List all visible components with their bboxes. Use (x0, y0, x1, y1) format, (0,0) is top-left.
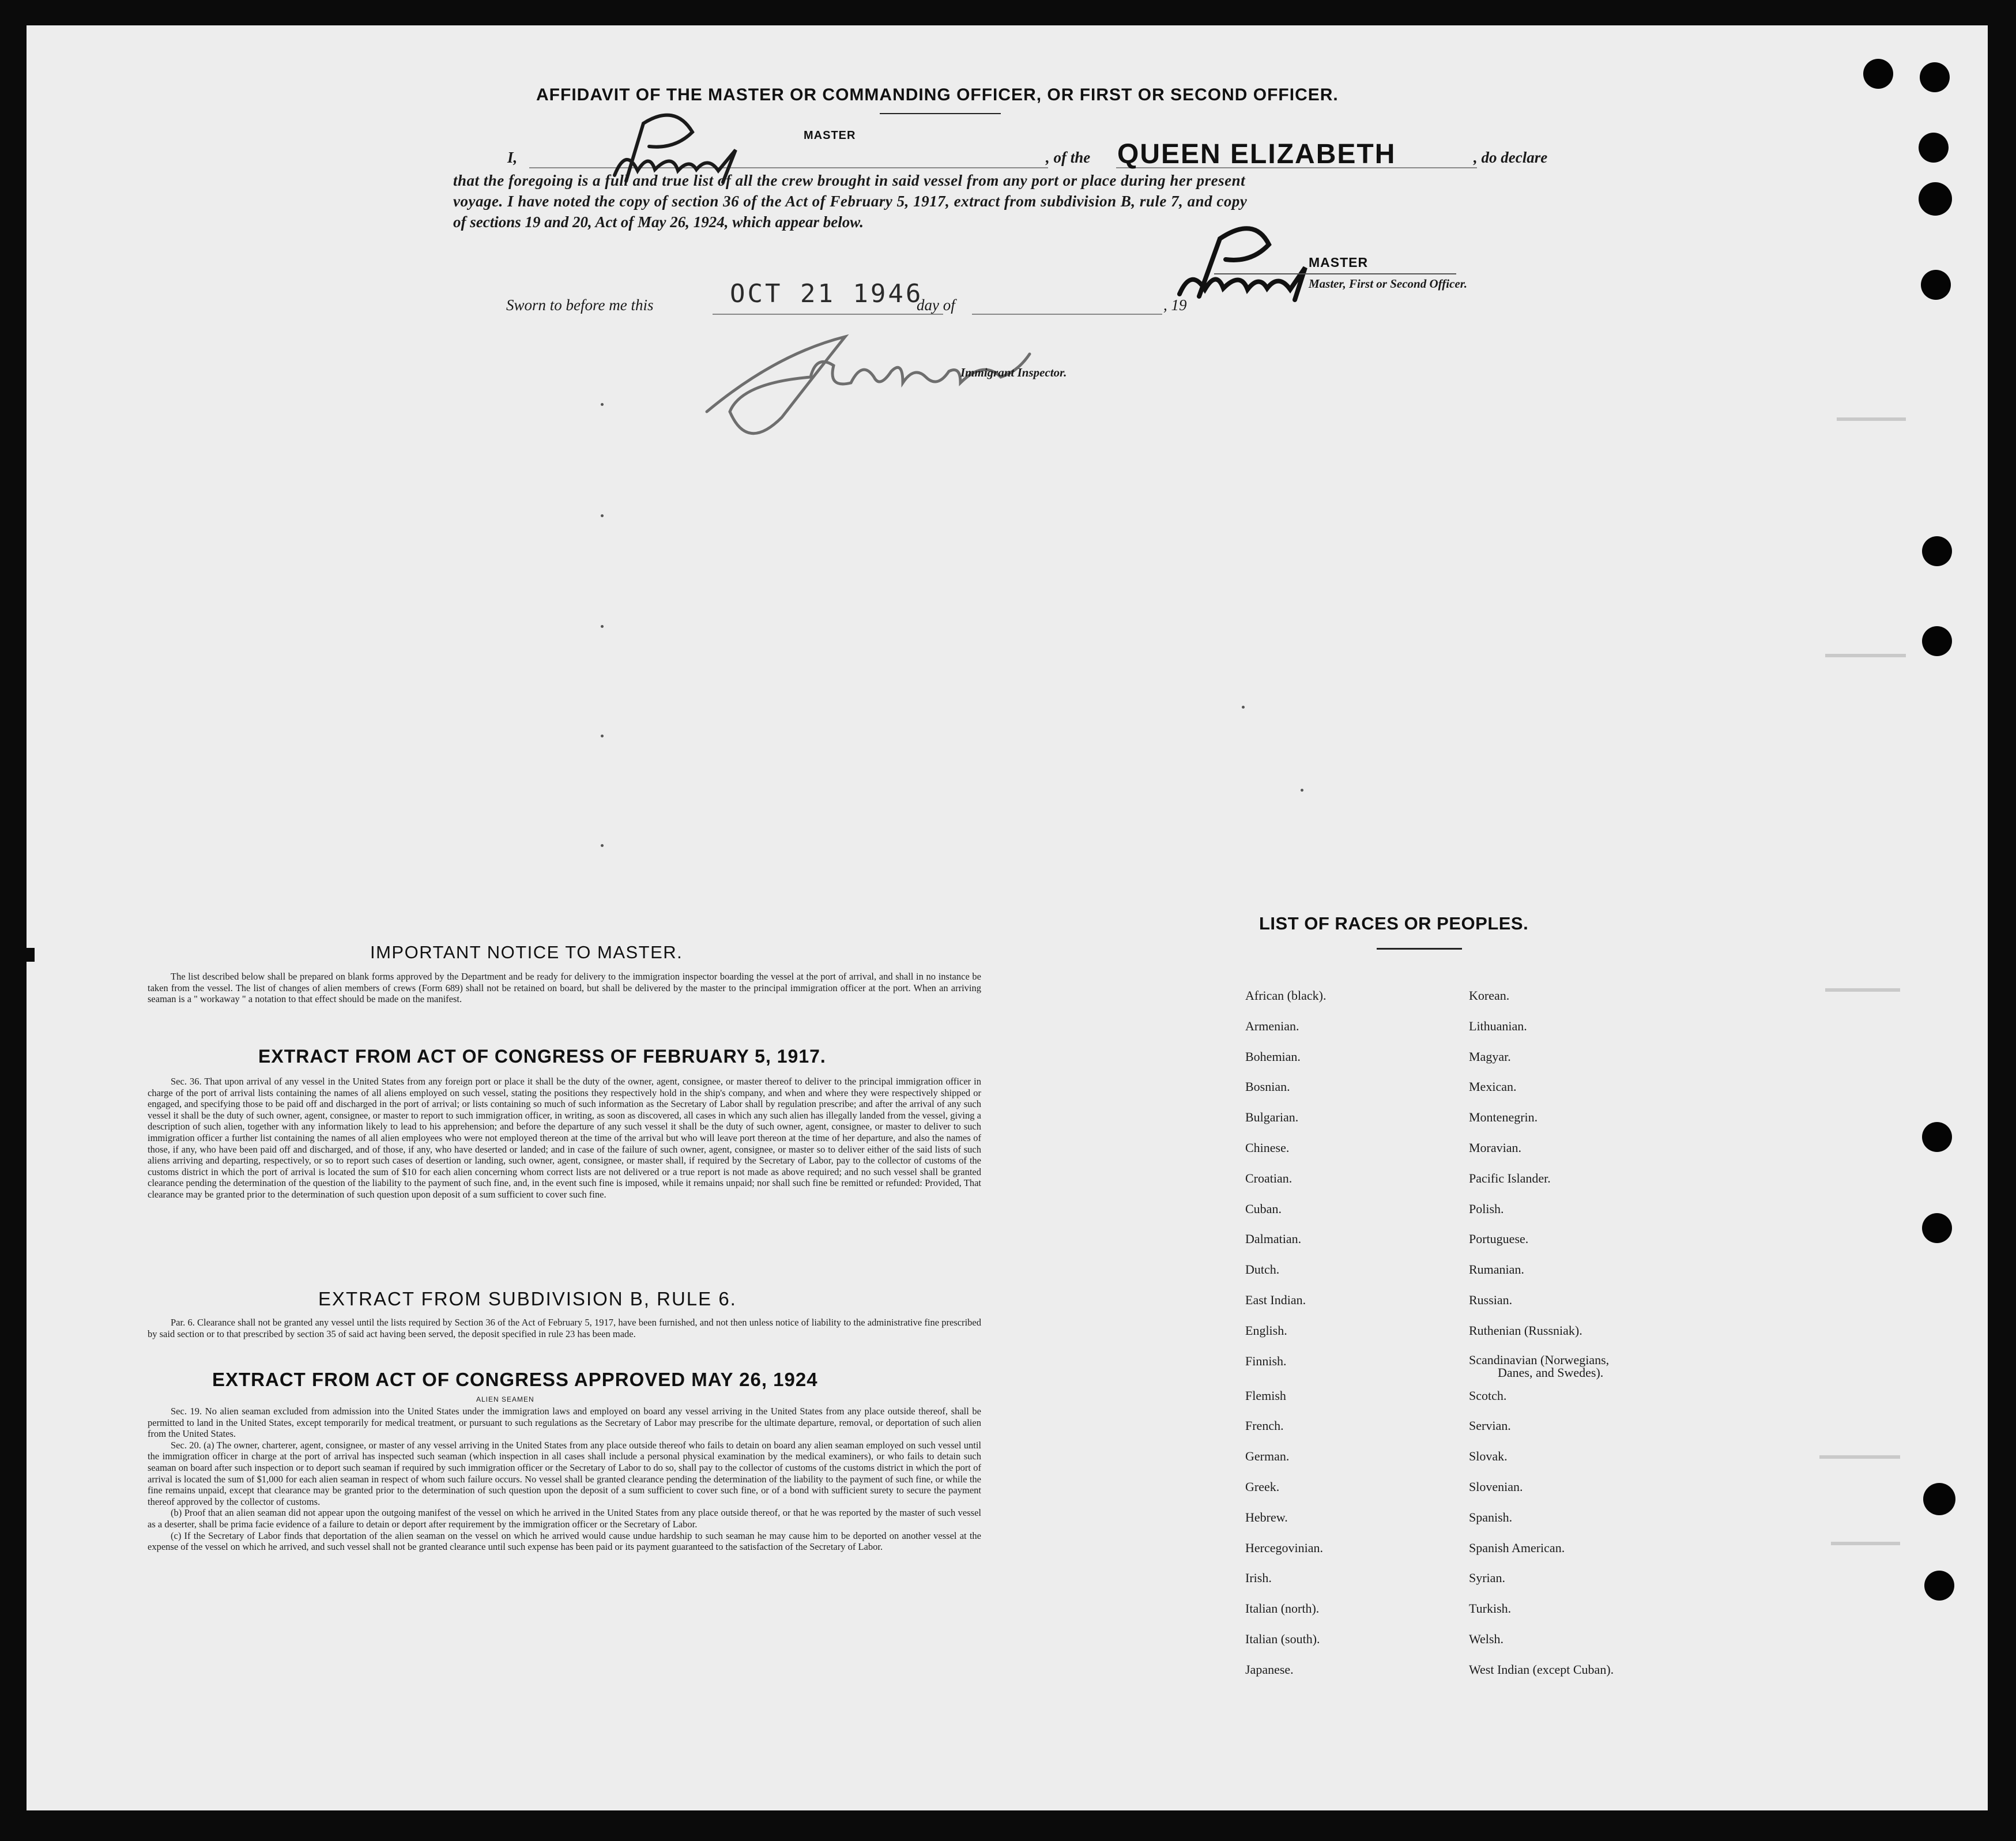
sworn-text: Sworn to before me this (506, 296, 654, 314)
show-through-dot (601, 735, 604, 737)
section-20a-paragraph: Sec. 20. (a) The owner, charterer, agent, consignee, or master of any vessel arriving in the United States from any place outside thereof who fails to detain on board any alien seaman employed on such vessel until the immigration officer in charge at the port of arrival has inspected such seaman (which inspection in all cases shall include a personal physical examination by the medical examiners), or who fails to detain such seaman on board after such inspection or to deport such seaman if required by such immigration officer or the Secretary of Labor to do so, shall pay to the collector of customs of the customs district in which the port of arrival is located the sum of $1,000 for each alien seaman in respect of whom such failure occurs. No vessel shall be granted clearance pending the determination of the liability to the payment of such fine, or while the fine remains unpaid, except that clearance may be granted prior to the determination of such question upon the deposit of a sum sufficient to cover such fine, or of a bond with sufficient surety to secure the payment thereof approved by the collector of customs. (148, 1439, 981, 1507)
race-item: Russian. (1469, 1292, 1513, 1307)
punch-hole (1924, 1571, 1954, 1601)
races-title: LIST OF RACES OR PEOPLES. (1259, 913, 1529, 933)
race-item-line: Danes, and Swedes). (1498, 1365, 1604, 1380)
show-through-dot (601, 403, 604, 406)
day-of-label: day of (917, 296, 955, 314)
race-item: African (black). (1245, 988, 1327, 1003)
race-item: Slovenian. (1469, 1479, 1523, 1494)
race-item: Dutch. (1245, 1262, 1280, 1277)
notice-text (148, 971, 981, 1005)
race-item: Magyar. (1469, 1049, 1511, 1064)
race-item: Moravian. (1469, 1140, 1522, 1155)
race-item: Polish. (1469, 1201, 1504, 1216)
race-item: Portuguese. (1469, 1232, 1529, 1247)
race-item: Welsh. (1469, 1631, 1503, 1646)
show-through-line (1825, 654, 1906, 657)
race-item: Italian (south). (1245, 1631, 1320, 1646)
notice-title: IMPORTANT NOTICE TO MASTER. (370, 942, 683, 962)
signer-line (1214, 273, 1456, 274)
race-item: Lithuanian. (1469, 1018, 1527, 1033)
extract-1924-subtitle: ALIEN SEAMEN (476, 1395, 534, 1403)
affidavit-line-2: that the foregoing is a full and true list of all the crew brought in said vessel from any port or place during her present (453, 172, 1246, 189)
race-item: Spanish. (1469, 1509, 1513, 1524)
race-item: German. (1245, 1449, 1290, 1464)
race-item: West Indian (except Cuban). (1469, 1662, 1614, 1677)
race-item: Korean. (1469, 988, 1510, 1003)
race-item: Dalmatian. (1245, 1232, 1302, 1247)
race-item: Mexican. (1469, 1079, 1517, 1094)
races-right-column (1469, 988, 1614, 1693)
rank-label: MASTER (804, 129, 856, 142)
race-item: Irish. (1245, 1571, 1272, 1586)
punch-hole (1919, 133, 1949, 163)
race-item: Spanish American. (1469, 1540, 1565, 1555)
manifest-back-page (27, 25, 1988, 1810)
race-item-line: Scandinavian (Norwegians, (1469, 1352, 1610, 1367)
notice-paragraph: The list described below shall be prepared on blank forms approved by the Department and be ready for delivery to the immigration inspector boarding the vessel at the port of arrival, and shall in no instance be taken from the vessel. The list of changes of alien members of crews (Form 689) shall not be retained on board, but shall be delivered by the master to the principal immigration officer at the port. When an arriving seaman is a " workaway " a notation to that effect should be made on the manifest. (148, 971, 981, 1005)
race-item: Bohemian. (1245, 1049, 1301, 1064)
show-through-line (1819, 1455, 1900, 1459)
section-20b-paragraph: (b) Proof that an alien seaman did not appear upon the outgoing manifest of the vessel on which he arrived in the United States from any place outside thereof, or that he was reported by the master of such vessel as a deserter, shall be prima facie evidence of a failure to detain or deport after requirement by the immigration officer or the Secretary of Labor. (148, 1507, 981, 1530)
show-through-line (1837, 417, 1906, 421)
affidavit-line-4: of sections 19 and 20, Act of May 26, 1924, which appear below. (453, 213, 864, 231)
race-item-scandinavian (1469, 1354, 1614, 1388)
race-item: Turkish. (1469, 1601, 1512, 1616)
signer-caption: Master, First or Second Officer. (1309, 277, 1467, 291)
punch-hole (1920, 62, 1950, 92)
extract-rule6-title: EXTRACT FROM SUBDIVISION B, RULE 6. (318, 1288, 737, 1309)
punch-hole (1923, 1483, 1955, 1515)
section-20c-paragraph: (c) If the Secretary of Labor finds that deportation of the alien seaman on the vessel on which he arrived would cause undue hardship to such seaman he may cause him to be deported on another vessel at the expense of the vessel on which he arrived, and such vessel shall not be granted clearance until such expense has been paid or its payment guaranteed to the satisfaction of the Secretary of Labor. (148, 1530, 981, 1553)
race-item: Servian. (1469, 1418, 1511, 1433)
races-left-column (1245, 988, 1326, 1693)
sworn-date-stamp: OCT 21 1946 (730, 279, 924, 308)
affidavit-title: AFFIDAVIT OF THE MASTER OR COMMANDING OFFICER, OR FIRST OR SECOND OFFICER. (536, 85, 1339, 104)
show-through-line (1831, 1542, 1900, 1545)
extract-rule6-text (148, 1317, 981, 1339)
race-item: Bosnian. (1245, 1079, 1290, 1094)
race-item: Cuban. (1245, 1201, 1282, 1216)
show-through-dot (601, 844, 604, 847)
extract-1924-text (148, 1406, 981, 1553)
inspector-caption: Immigrant Inspector. (960, 366, 1067, 379)
race-item: East Indian. (1245, 1292, 1306, 1307)
races-title-rule (1377, 948, 1462, 950)
race-item: French. (1245, 1418, 1284, 1433)
race-item: Hercegovinian. (1245, 1540, 1323, 1555)
signer-rank-stamp: MASTER (1309, 255, 1369, 270)
race-item: Finnish. (1245, 1353, 1287, 1368)
extract-rule6-paragraph: Par. 6. Clearance shall not be granted any vessel until the lists required by Section 36 of the Act of February 5, 1917, have been furnished, and not then unless notice of liability to the administrative fine prescribed by said section or to that prescribed by section 35 of said act having been served, the deposit specified in rule 23 has been made. (148, 1317, 981, 1339)
race-item: English. (1245, 1323, 1287, 1338)
race-item: Croatian. (1245, 1170, 1292, 1185)
extract-1917-text (148, 1076, 981, 1200)
affidavit-line-3: voyage. I have noted the copy of section 36 of the Act of February 5, 1917, extract from subdivision B, rule 7, and copy (453, 193, 1248, 210)
punch-hole (1863, 59, 1893, 89)
section-19-paragraph: Sec. 19. No alien seaman excluded from admission into the United States under the immigration laws and employed on board any vessel arriving in the United States from any place outside thereof, shall be permitted to land in the United States, except temporarily for medical treatment, or pursuant to such regulations as the Secretary of Labor may prescribe for the ultimate departure, removal, or deportation of such alien from the United States. (148, 1406, 981, 1440)
race-item: Rumanian. (1469, 1262, 1524, 1277)
race-item: Ruthenian (Russniak). (1469, 1323, 1582, 1338)
race-item: Japanese. (1245, 1662, 1294, 1677)
race-item: Montenegrin. (1469, 1110, 1538, 1125)
race-item: Slovak. (1469, 1449, 1508, 1464)
vessel-name: QUEEN ELIZABETH (1117, 139, 1396, 170)
affidavit-pronoun: I, (507, 149, 518, 166)
race-item: Syrian. (1469, 1571, 1505, 1586)
race-item: Greek. (1245, 1479, 1280, 1494)
race-item: Hebrew. (1245, 1509, 1288, 1524)
extract-1924-title: EXTRACT FROM ACT OF CONGRESS APPROVED MAY 26, 1924 (212, 1369, 818, 1390)
of-the-label: , of the (1046, 149, 1091, 166)
punch-hole (1919, 182, 1952, 216)
show-through-dot (1242, 706, 1245, 709)
race-item: Scotch. (1469, 1388, 1507, 1403)
scan-edge-mark (27, 948, 35, 962)
race-item: Flemish (1245, 1388, 1286, 1403)
punch-hole (1922, 536, 1952, 566)
race-item: Chinese. (1245, 1140, 1290, 1155)
affidavit-title-rule (880, 113, 1001, 114)
punch-hole (1921, 270, 1951, 300)
punch-hole (1922, 626, 1952, 656)
do-declare-label: , do declare (1474, 149, 1548, 166)
race-item: Bulgarian. (1245, 1110, 1299, 1125)
race-item: Italian (north). (1245, 1601, 1320, 1616)
race-item: Armenian. (1245, 1018, 1299, 1033)
show-through-dot (601, 514, 604, 517)
show-through-line (1825, 988, 1900, 992)
race-item: Pacific Islander. (1469, 1170, 1551, 1185)
show-through-dot (601, 625, 604, 628)
punch-hole (1922, 1122, 1952, 1152)
show-through-dot (1301, 789, 1303, 792)
punch-hole (1922, 1213, 1952, 1243)
extract-1917-paragraph: Sec. 36. That upon arrival of any vessel in the United States from any foreign port or place it shall be the duty of the owner, agent, consignee, or master thereof to deliver to the principal immigration officer in charge of the port of arrival lists containing the names of all aliens employed on such vessel, stating the positions they respectively hold in the ship's company, and when and where they were respectively shipped or engaged, and specifying those to be paid off and discharged in the port of arrival; or lists containing so much of such information as the Secretary of Labor shall by regulation prescribe; and after the arrival of any such vessel it shall be the duty of such owner, agent, consignee, or master to report to such immigration officer, in writing, as soon as discovered, all cases in which any such alien has illegally landed from the vessel, giving a description of such alien, together with any information likely to lead to his apprehension; and before the departure of any such vessel it shall be the duty of such owner, agent, consignee, or master to deliver to such immigration officer a further list containing the names of all alien employees who were not employed thereon at the time of the arrival but who will leave port thereon at the time of her departure, and also the names of those, if any, who have been paid off and discharged, and of those, if any, who have deserted or landed; and in case of the failure of such owner, agent, consignee, or master so to deliver either of the said lists of such aliens arriving and departing, respectively, or so to report such cases of desertion or landing, such owner, agent, consignee, or master shall, if required by the Secretary of Labor, pay to the collector of customs of the customs district in which the port of arrival is located the sum of $10 for each alien concerning whom correct lists are not delivered or a true report is not made as above required; and no such vessel shall be granted clearance pending the determination of the question of the liability to the payment of such fine, and, in the event such fine is imposed, while it remains unpaid; nor shall such fine be remitted or refunded: Provided, That clearance may be granted prior to the determination of such question upon deposit of a sum sufficient to cover such fine. (148, 1076, 981, 1200)
extract-1917-title: EXTRACT FROM ACT OF CONGRESS OF FEBRUARY 5, 1917. (258, 1046, 826, 1067)
year-label: , 19 (1163, 296, 1187, 314)
